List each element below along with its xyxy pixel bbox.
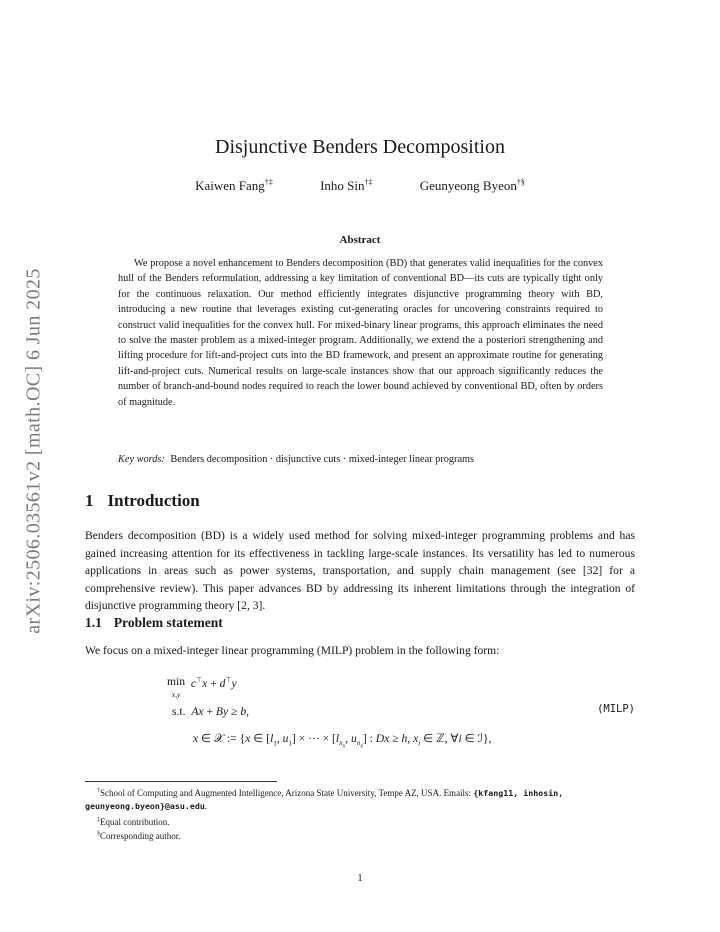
paper-title: Disjunctive Benders Decomposition [215, 136, 505, 158]
page-number: 1 [357, 872, 363, 884]
author-name: Kaiwen Fang [195, 178, 265, 194]
author [195, 178, 273, 193]
abstract-heading: Abstract [339, 234, 381, 246]
author [320, 178, 372, 193]
author-name: Geunyeong Byeon [419, 178, 517, 194]
equation-domain: x ∈ 𝒳 := {x ∈ [$l_1$, $u_1$] × ··· × [$l_{n_x}$, $u_{n_x}$] : Dx ≥ h, $x_i$ ∈ ℤ, ∀i ∈ ℐ}, [193, 732, 492, 750]
footnote-rule [85, 781, 277, 782]
arxiv-stamp-text: arXiv:2506.03561v2 [math.OC] 6 Jun 2025 [22, 268, 45, 634]
keywords-label: Key words: [118, 454, 165, 465]
section-number: 1 [85, 491, 94, 510]
footnote-corresponding-text: Corresponding author. [100, 831, 181, 841]
author [420, 178, 525, 193]
equation-label: (MILP) [597, 703, 635, 715]
footnote-affiliation-text: School of Computing and Augmented Intelligence, Arizona State University, Tempe AZ, USA. Emails: [100, 788, 472, 798]
keywords [118, 454, 474, 465]
arxiv-stamp [20, 252, 48, 650]
subsection-heading [85, 615, 223, 631]
author-marks: †§ [516, 178, 525, 187]
equation-objective: min x,y c⊤x + d⊤y [167, 675, 237, 699]
author-list [0, 178, 720, 194]
problem-paragraph: We focus on a mixed-integer linear programming (MILP) problem in the following form: [85, 644, 500, 657]
equation-constraint: s.t. Ax + By ≥ b, [172, 705, 250, 718]
section-title: Introduction [107, 491, 200, 510]
keywords-list: Benders decomposition · disjunctive cuts · mixed-integer linear programs [170, 454, 475, 465]
footnote-equal: ‡Equal contribution. [97, 817, 170, 827]
intro-paragraph: Benders decomposition (BD) is a widely used method for solving mixed-integer programming problems and has gained increasing attention for its effectiveness in tackling large-scale instances. Its versatility has led to numerous applications in areas such as power systems, transportation, and supply chain management (see [32] for a comprehensive review). This paper advances BD by addressing its inherent limitations through the integration of disjunctive programming theory [2, 3]. [85, 529, 635, 613]
abstract-text: We propose a novel enhancement to Benders decomposition (BD) that generates valid inequalities for the convex hull of the Benders reformulation, addressing a key limitation of conventional BD—its cuts are typically tight only for the continuous relaxation. Our method efficiently integrates disjunctive programming theory with BD, introducing a new routine that leverages existing cut-generating oracles for uncovering constraints required to construct valid inequalities for the convex hull. For mixed-binary linear programs, this approach eliminates the need to solve the master problem as a mixed-integer program. Additionally, we extend the a posteriori strengthening and lifting procedure for lift-and-project cuts into the BD framework, and present an approximate routine for generating lift-and-project cuts. Numerical results on large-scale instances show that our approach significantly reduces the number of branch-and-bound nodes required to reach the lower bound achieved by conventional BD, often by orders of magnitude. [118, 258, 603, 408]
subsection-number: 1.1 [85, 615, 102, 630]
author-marks: †‡ [364, 178, 373, 187]
section-heading [85, 491, 200, 511]
footnote-affiliation: †School of Computing and Augmented Intelligence, Arizona State University, Tempe AZ, USA. Emails: {kfang11, inhosin, geunyeong.byeon}@asu.edu. [85, 788, 564, 811]
subsection-title: Problem statement [113, 615, 223, 630]
author-name: Inho Sin [320, 178, 365, 194]
footnote-corresponding: §Corresponding author. [97, 831, 181, 841]
footnote-equal-text: Equal contribution. [100, 817, 170, 827]
footnote-emails: {kfang11, inhosin, geunyeong.byeon}@asu.edu [85, 788, 564, 811]
author-marks: †‡ [264, 178, 273, 187]
